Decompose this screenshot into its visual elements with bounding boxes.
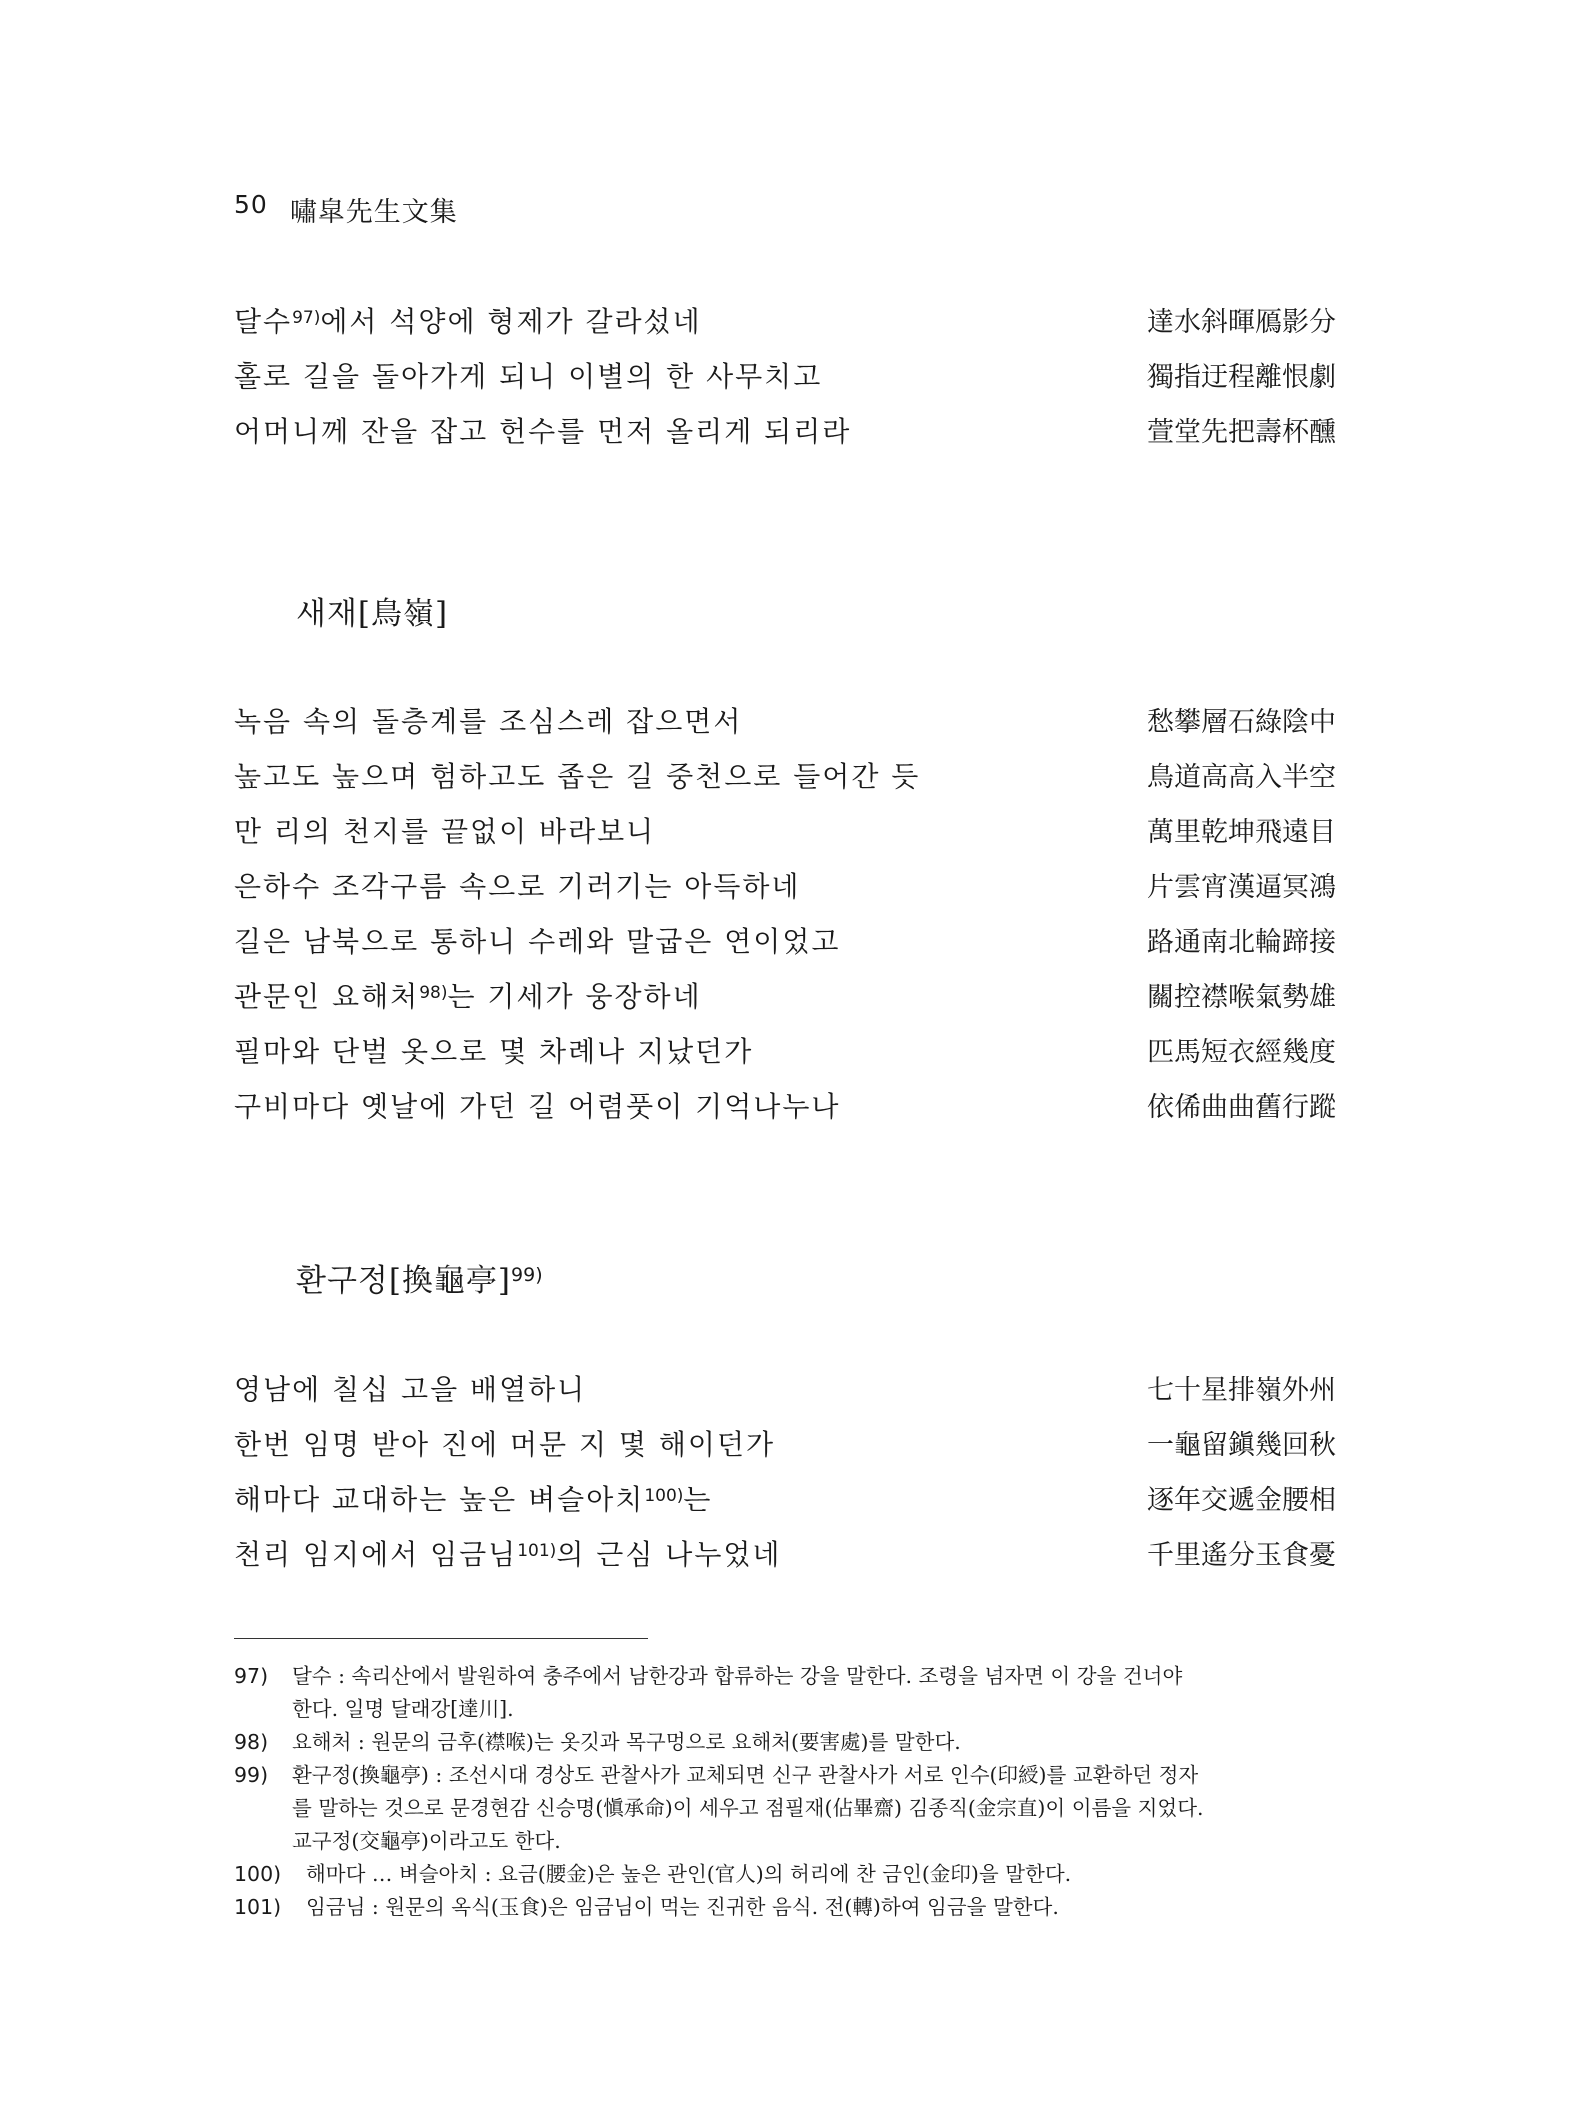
footnote-101: [234, 1891, 1342, 1924]
verse-line: [234, 355, 1336, 410]
verse-line: [234, 1368, 1336, 1423]
korean-line: 달수$^{97)}$에서 석양에 형제가 갈라섰네: [234, 305, 702, 338]
korean-line: 녹음 속의 돌층계를 조심스레 잡으면서: [234, 705, 743, 738]
verse-line: [234, 865, 1336, 920]
footnote-ref[interactable]: 98): [419, 983, 448, 1003]
chinese-line: 七十星排嶺外州: [1147, 1375, 1336, 1406]
chinese-line: 匹馬短衣經幾度: [1147, 1037, 1336, 1068]
chinese-line: 萬里乾坤飛遠目: [1147, 817, 1336, 848]
chinese-line: 鳥道高高入半空: [1147, 762, 1336, 793]
korean-line: 길은 남북으로 통하니 수레와 말굽은 연이었고: [234, 925, 841, 958]
verse-line: [234, 1533, 1336, 1588]
korean-line: 구비마다 옛날에 가던 길 어렴풋이 기억나누나: [234, 1090, 841, 1123]
chinese-line: 路通南北輪蹄接: [1147, 927, 1336, 958]
chinese-line: 千里遙分玉食憂: [1147, 1540, 1336, 1571]
korean-line: 관문인 요해처$^{98)}$는 기세가 웅장하네: [234, 980, 702, 1013]
korean-line: 홀로 길을 돌아가게 되니 이별의 한 사무치고: [234, 360, 823, 393]
footnote-text: 해마다 … 벼슬아치 : 요금(腰金)은 높은 관인(官人)의 허리에 찬 금인(金印)을 말한다.: [306, 1862, 1072, 1886]
poem-1: [234, 300, 1336, 465]
korean-line: 영남에 칠십 고을 배열하니: [234, 1373, 587, 1406]
book-title: 嘯皐先生文集: [289, 197, 458, 228]
footnote-ref[interactable]: 101): [517, 1541, 557, 1561]
footnote-number: 101): [234, 1895, 282, 1919]
page-number: 50: [234, 190, 268, 219]
footnote-97: [234, 1660, 1342, 1726]
footnote-text: 한다. 일명 달래강[達川].: [292, 1697, 514, 1721]
footnote-99: [234, 1759, 1342, 1858]
footnote-number: 100): [234, 1862, 282, 1886]
korean-line: 만 리의 천지를 끝없이 바라보니: [234, 815, 656, 848]
poem-3: [234, 1368, 1336, 1588]
verse-line: [234, 755, 1336, 810]
verse-line: [234, 300, 1336, 355]
footnote-ref[interactable]: 97): [292, 308, 321, 328]
korean-line: 은하수 조각구름 속으로 기러기는 아득하네: [234, 870, 801, 903]
footnote-number: 97): [234, 1664, 269, 1688]
poem-2: [234, 700, 1336, 1140]
footnote-text: 를 말하는 것으로 문경현감 신승명(愼承命)이 세우고 점필재(佔畢齋) 김종직(金宗直)이 이름을 지었다.: [292, 1796, 1204, 1820]
verse-line: [234, 1030, 1336, 1085]
poem-2-title: 새재[鳥嶺]: [296, 596, 449, 632]
verse-line: [234, 810, 1336, 865]
chinese-line: 萱堂先把壽杯醺: [1147, 417, 1336, 448]
verse-line: [234, 975, 1336, 1030]
chinese-line: 愁攀層石綠陰中: [1147, 707, 1336, 738]
page-header: [234, 190, 458, 229]
korean-line: 필마와 단벌 옷으로 몇 차례나 지났던가: [234, 1035, 754, 1068]
verse-line: [234, 410, 1336, 465]
footnote-98: [234, 1726, 1342, 1759]
verse-line: [234, 1085, 1336, 1140]
footnote-text: 달수 : 속리산에서 발원하여 충주에서 남한강과 합류하는 강을 말한다. 조령을 넘자면 이 강을 건너야: [292, 1664, 1183, 1688]
chinese-line: 獨指迂程離恨劇: [1147, 362, 1336, 393]
korean-line: 높고도 높으며 험하고도 좁은 길 중천으로 들어간 듯: [234, 760, 921, 793]
footnote-ref[interactable]: 100): [644, 1486, 684, 1506]
verse-line: [234, 700, 1336, 755]
chinese-line: 關控襟喉氣勢雄: [1147, 982, 1336, 1013]
chinese-line: 依俙曲曲舊行蹤: [1147, 1092, 1336, 1123]
chinese-line: 片雲宵漢逼冥鴻: [1147, 872, 1336, 903]
chinese-line: 達水斜暉鴈影分: [1147, 307, 1336, 338]
footnote-text: 임금님 : 원문의 옥식(玉食)은 임금님이 먹는 진귀한 음식. 전(轉)하여 임금을 말한다.: [306, 1895, 1059, 1919]
verse-line: [234, 920, 1336, 975]
footnote-number: 98): [234, 1730, 269, 1754]
chinese-line: 一龜留鎭幾回秋: [1147, 1430, 1336, 1461]
verse-line: [234, 1478, 1336, 1533]
footnote-text: 환구정(換龜亭) : 조선시대 경상도 관찰사가 교체되면 신구 관찰사가 서로 인수(印綬)를 교환하던 정자: [292, 1763, 1199, 1787]
footnote-number: 99): [234, 1763, 269, 1787]
chinese-line: 逐年交遞金腰相: [1147, 1485, 1336, 1516]
footnote-divider: [234, 1638, 648, 1639]
korean-line: 어머니께 잔을 잡고 헌수를 먼저 올리게 되리라: [234, 415, 852, 448]
footnote-ref[interactable]: 99): [511, 1264, 543, 1286]
verse-line: [234, 1423, 1336, 1478]
korean-line: 한번 임명 받아 진에 머문 지 몇 해이던가: [234, 1428, 776, 1461]
footnotes: [234, 1660, 1342, 1924]
footnote-100: [234, 1858, 1342, 1891]
poem-3-title: 환구정[換龜亭]$^{99)}$: [296, 1263, 543, 1299]
footnote-text: 요해처 : 원문의 금후(襟喉)는 옷깃과 목구멍으로 요해처(要害處)를 말한다.: [292, 1730, 961, 1754]
korean-line: 천리 임지에서 임금님$^{101)}$의 근심 나누었네: [234, 1538, 782, 1571]
footnote-text: 교구정(交龜亭)이라고도 한다.: [292, 1829, 561, 1853]
korean-line: 해마다 교대하는 높은 벼슬아치$^{100)}$는: [234, 1483, 713, 1516]
